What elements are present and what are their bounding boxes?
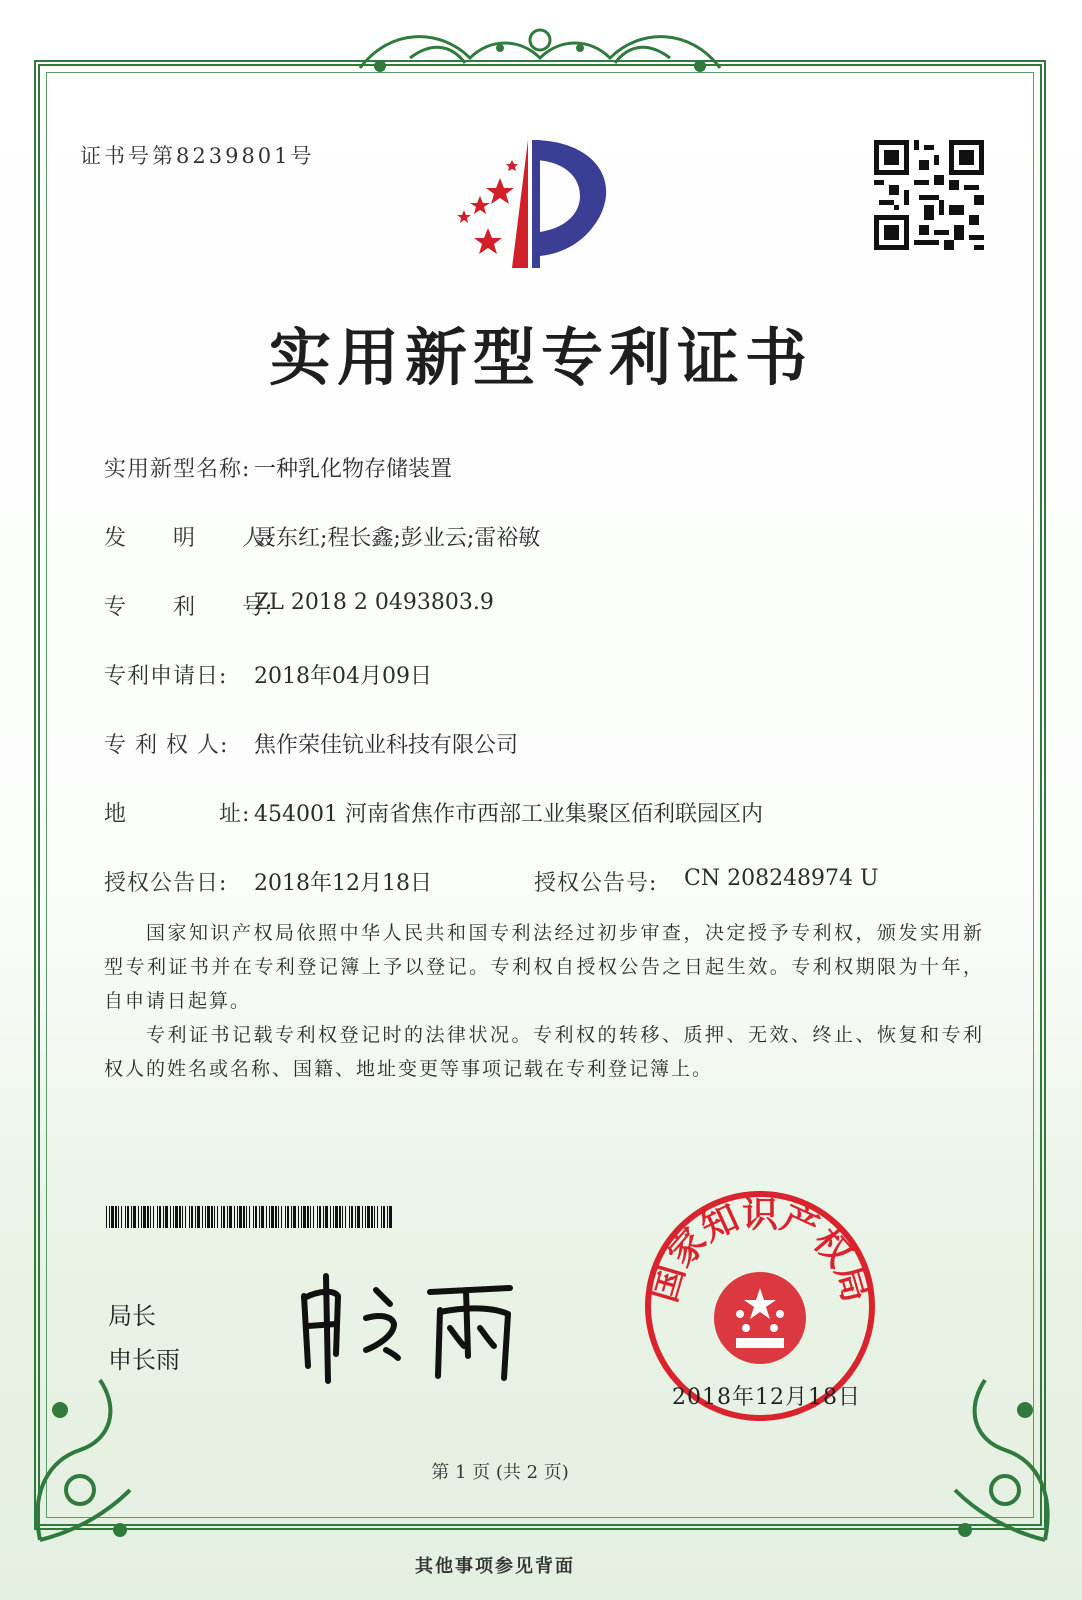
address-label: 地 址:	[104, 802, 251, 827]
certificate-title: 实用新型专利证书	[268, 321, 813, 394]
body-paragraph-2: 专利证书记载专利权登记时的法律状况。专利权的转移、质押、无效、终止、恢复和专利权人的姓名或名称、国籍、地址变更等事项记载在专利登记簿上。	[104, 1024, 984, 1080]
page-number: 第 1 页 (共 2 页)	[431, 1462, 569, 1483]
official-title: 局长	[108, 1302, 156, 1330]
inventor-value: 聂东红;程长鑫;彭业云;雷裕敏	[254, 526, 541, 551]
seal-date: 2018年12月18日	[672, 1385, 861, 1410]
grant-date-label: 授权公告日:	[104, 871, 228, 896]
patent-number-label: 专 利 号:	[104, 595, 274, 620]
filing-date-value: 2018年04月09日	[254, 664, 432, 689]
body-paragraph-1: 国家知识产权局依照中华人民共和国专利法经过初步审查，决定授予专利权，颁发实用新型专利证书并在专利登记簿上予以登记。专利权自授权公告之日起生效。专利权期限为十年，自申请日起算。	[104, 922, 984, 1012]
patentee-label: 专 利 权 人:	[104, 733, 229, 758]
address-value: 454001 河南省焦作市西部工业集聚区佰利联园区内	[254, 802, 763, 827]
seal-text: 国家知识产权局	[643, 1194, 877, 1307]
grant-number-value: CN 208248974 U	[684, 866, 879, 891]
signature	[290, 1266, 550, 1386]
top-ornament	[350, 18, 730, 80]
barcode	[106, 1206, 396, 1228]
grant-date-value: 2018年12月18日	[254, 871, 432, 896]
grant-number-label: 授权公告号:	[534, 871, 658, 896]
footer-note: 其他事项参见背面	[415, 1556, 575, 1577]
patentee-value: 焦作荣佳钪业科技有限公司	[254, 733, 519, 758]
official-name: 申长雨	[108, 1346, 180, 1374]
corner-ornament-bottom-right	[935, 1340, 1065, 1550]
utility-model-name-value: 一种乳化物存储装置	[254, 457, 453, 482]
filing-date-label: 专利申请日:	[104, 664, 228, 689]
patent-number-value: ZL 2018 2 0493803.9	[254, 590, 494, 615]
certificate-number: 证书号第8239801号	[80, 144, 315, 168]
inventor-label: 发 明 人:	[104, 526, 274, 551]
qr-code	[874, 140, 984, 250]
utility-model-name-label: 实用新型名称:	[104, 457, 251, 482]
cnipa-logo	[440, 136, 630, 276]
